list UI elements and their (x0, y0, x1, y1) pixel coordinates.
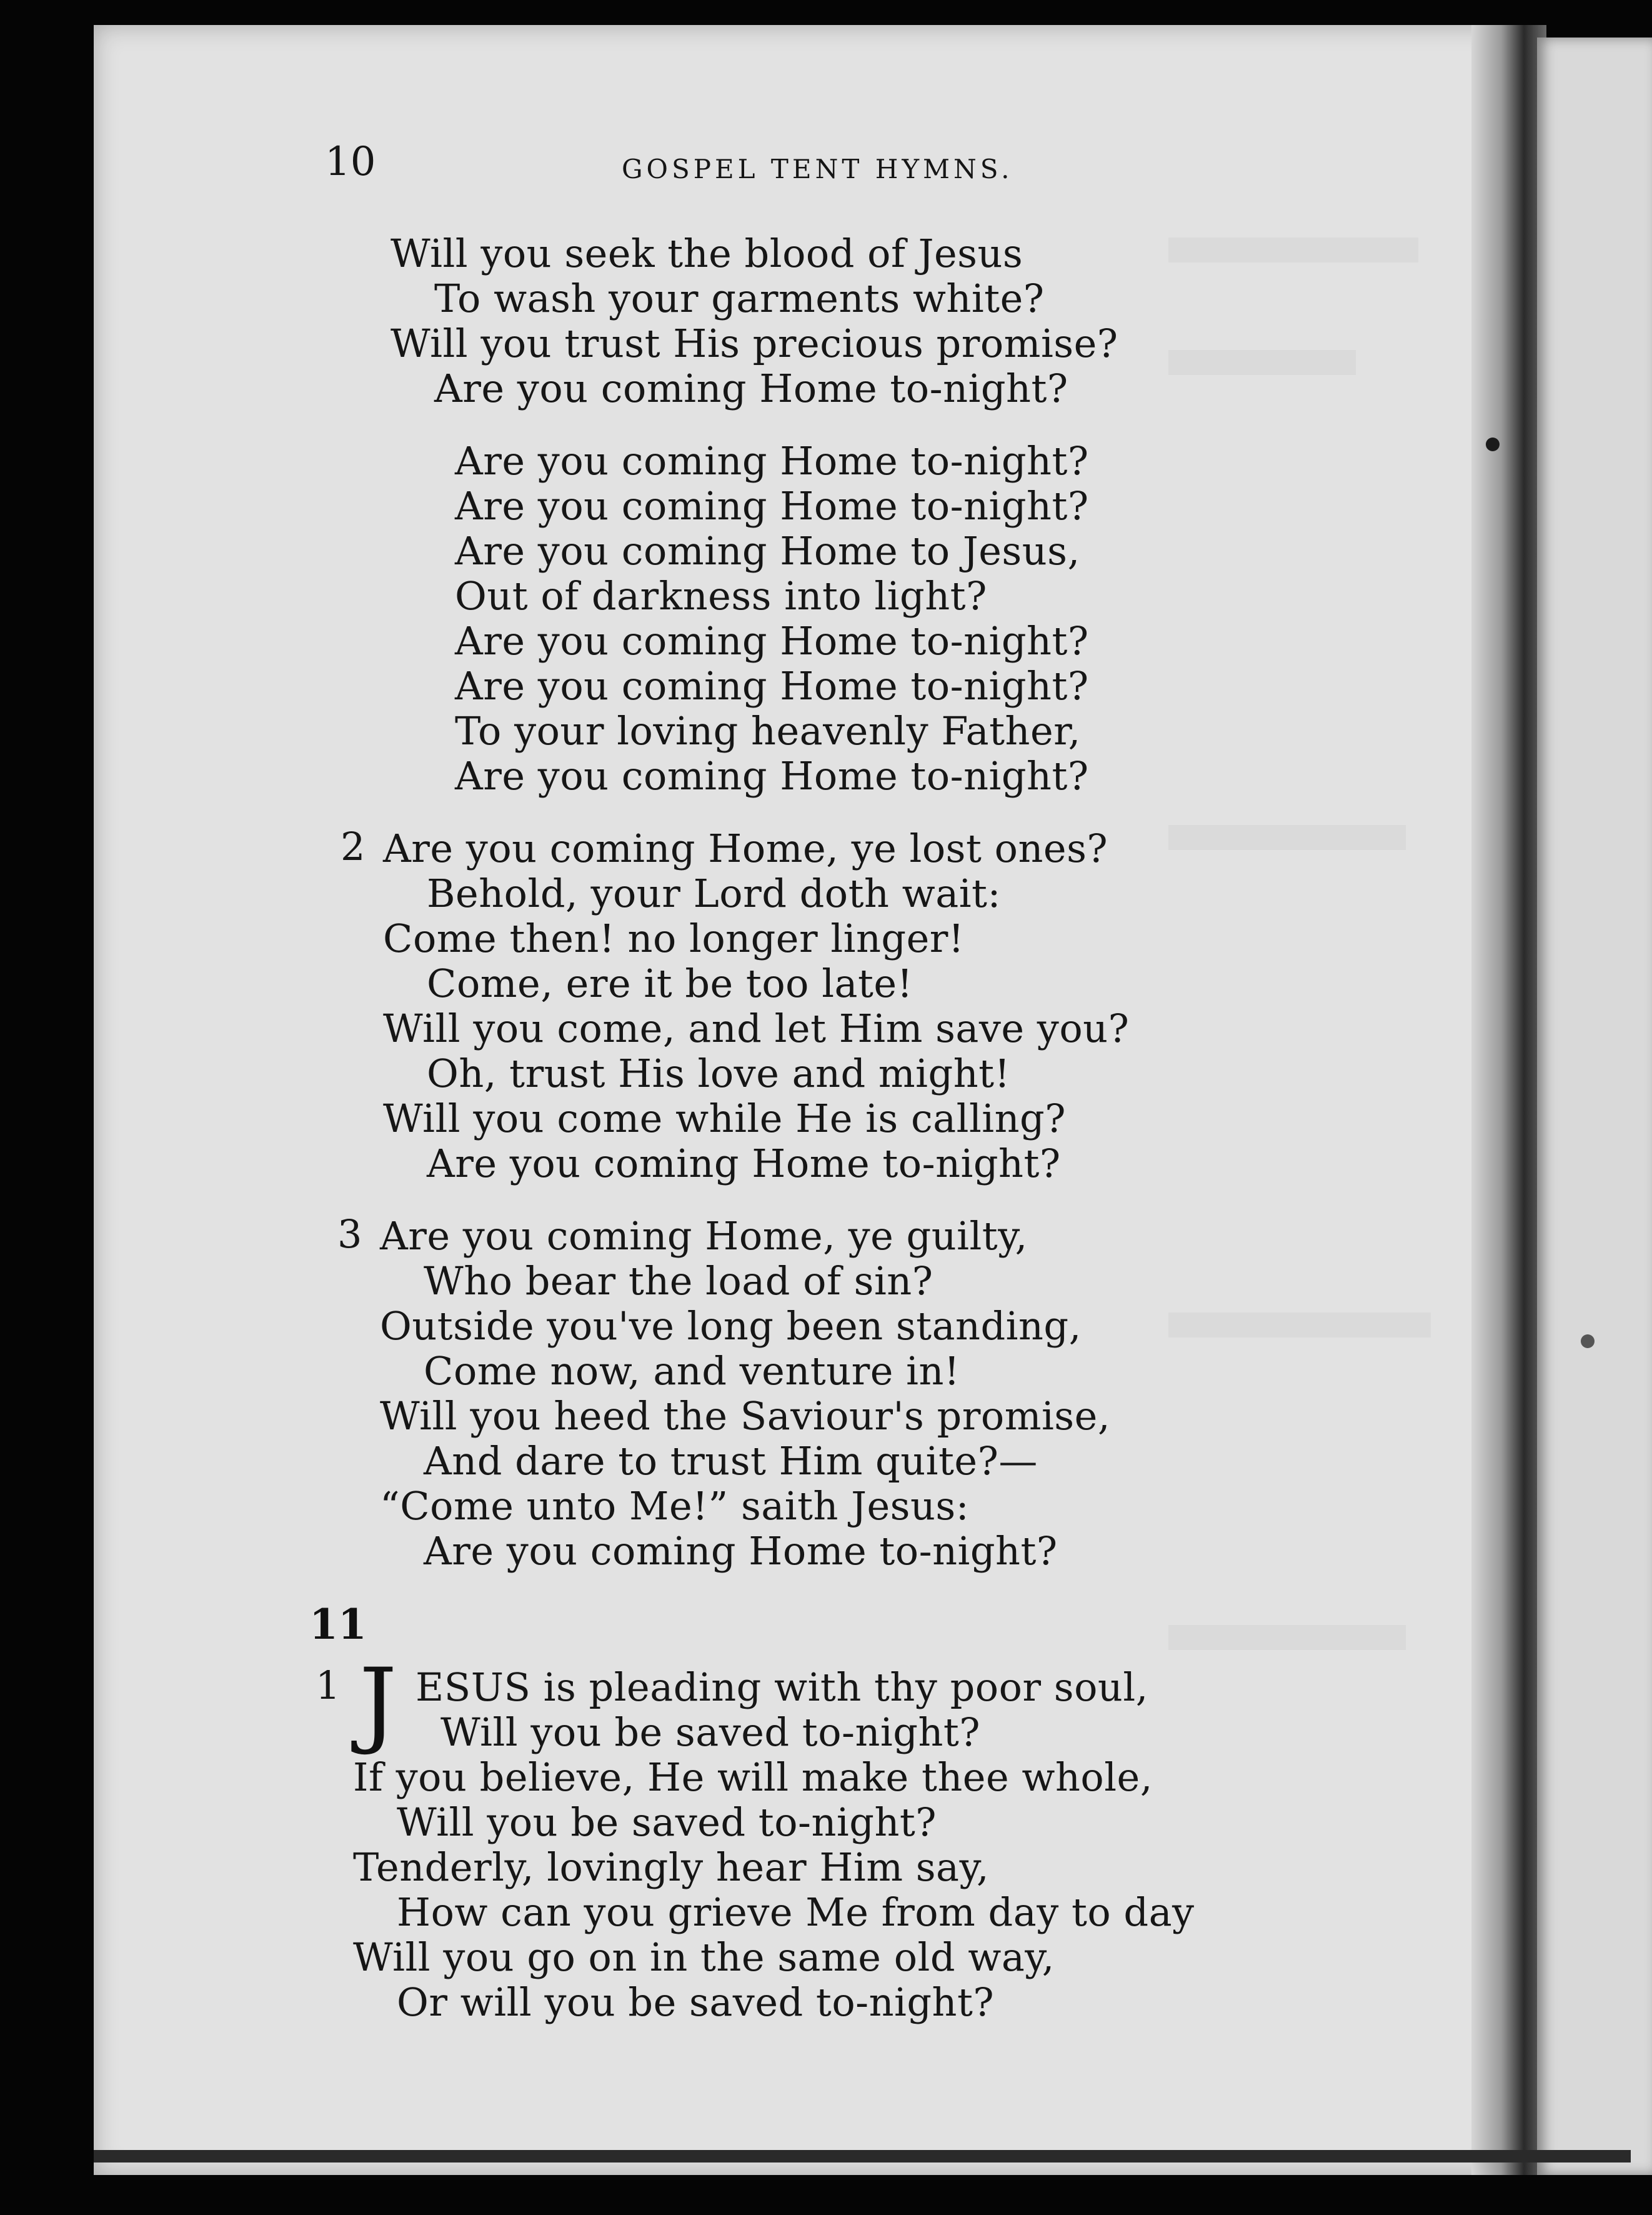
verse-line: Will you seek the blood of Jesus (391, 231, 1023, 276)
chorus-line: Are you coming Home to-night? (455, 483, 1089, 529)
chorus-line: Are you coming Home to-night? (455, 753, 1089, 799)
verse-line: If you believe, He will make thee whole, (353, 1754, 1153, 1800)
verse-number: 1 (316, 1662, 341, 1708)
ink-speck (1486, 438, 1500, 451)
verse-line: Will you be saved to-night? (397, 1799, 937, 1845)
hymn-11-verse-1 (353, 1665, 1195, 2025)
verse-line: Or will you be saved to-night? (397, 1979, 995, 2025)
verse-line: Are you coming Home, ye lost ones? (383, 826, 1108, 871)
verse-line: To wash your garments white? (434, 276, 1045, 321)
hymn-10-chorus (455, 439, 1089, 799)
verse-line: Will you trust His precious promise? (391, 321, 1118, 366)
hymn-10-verse-1 (391, 231, 1118, 411)
bleed-through-mark (1168, 825, 1406, 850)
verse-line: Come now, and venture in! (424, 1348, 960, 1394)
verse-line: And dare to trust Him quite?— (424, 1438, 1038, 1484)
verse-line: “Come unto Me!” saith Jesus: (380, 1483, 970, 1529)
ink-speck (1581, 1334, 1595, 1348)
verse-number: 2 (341, 824, 366, 869)
bleed-through-mark (1168, 1625, 1406, 1650)
verse-line: Behold, your Lord doth wait: (427, 871, 1001, 916)
book-gutter (1471, 25, 1546, 2175)
chorus-line: Out of darkness into light? (455, 573, 987, 619)
verse-line: How can you grieve Me from day to day (397, 1889, 1195, 1935)
drop-cap: J (359, 1649, 397, 1758)
verse-line: Are you coming Home to-night? (427, 1141, 1061, 1186)
bleed-through-mark (1168, 350, 1356, 375)
verse-line: Who bear the load of sin? (424, 1258, 933, 1304)
page-bottom-edge (94, 2150, 1631, 2162)
verse-line: Will you heed the Saviour's promise, (380, 1393, 1111, 1439)
verse-line: ESUS is pleading with thy poor soul, (415, 1664, 1148, 1710)
verse-line: Will you be saved to-night? (440, 1709, 981, 1755)
hymn-number: 11 (309, 1600, 367, 1649)
verse-line: Are you coming Home to-night? (434, 366, 1068, 411)
verse-line: Oh, trust His love and might! (427, 1051, 1010, 1096)
verse-line: Will you go on in the same old way, (353, 1934, 1055, 1980)
verse-line: Are you coming Home, ye guilty, (380, 1213, 1028, 1259)
chorus-line: To your loving heavenly Father, (455, 708, 1081, 754)
running-title: GOSPEL TENT HYMNS. (622, 154, 1013, 184)
verse-number: 3 (337, 1211, 362, 1257)
verse-line: Outside you've long been standing, (380, 1303, 1082, 1349)
chorus-line: Are you coming Home to Jesus, (455, 528, 1080, 574)
bleed-through-mark (1168, 1312, 1431, 1338)
right-page-edge (1537, 38, 1652, 2175)
verse-line: Tenderly, lovingly hear Him say, (353, 1844, 990, 1890)
hymn-10-verse-2 (383, 826, 1129, 1186)
verse-line: Are you coming Home to-night? (424, 1528, 1058, 1574)
chorus-line: Are you coming Home to-night? (455, 618, 1089, 664)
verse-line: Come then! no longer linger! (383, 916, 965, 961)
verse-line: Come, ere it be too late! (427, 961, 913, 1006)
chorus-line: Are you coming Home to-night? (455, 438, 1089, 484)
page-number: 10 (325, 139, 376, 185)
verse-line: Will you come, and let Him save you? (383, 1006, 1130, 1051)
bleed-through-mark (1168, 238, 1418, 262)
verse-line: Will you come while He is calling? (383, 1096, 1066, 1141)
chorus-line: Are you coming Home to-night? (455, 663, 1089, 709)
hymn-10-verse-3 (380, 1214, 1110, 1574)
